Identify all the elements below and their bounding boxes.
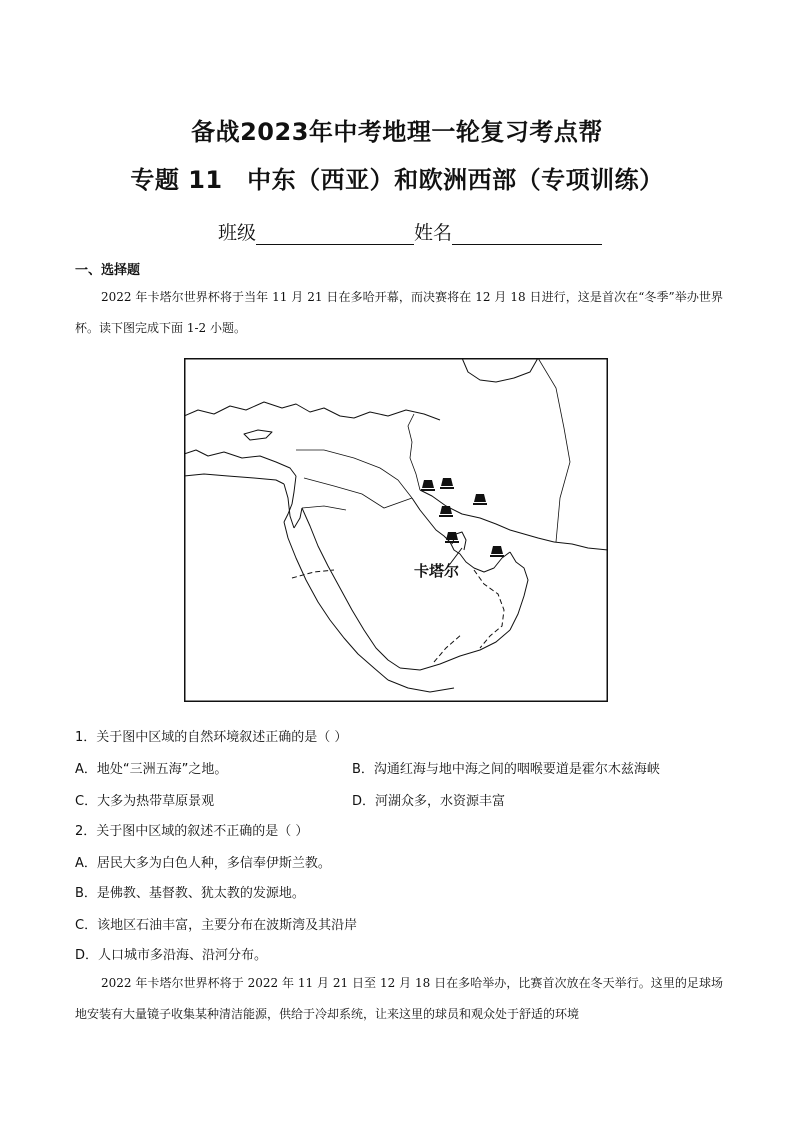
- section-title: 一、选择题: [75, 263, 141, 278]
- name-label: 姓名: [414, 222, 453, 244]
- question-2-option-c[interactable]: C．该地区石油丰富，主要分布在波斯湾及其沿岸: [75, 918, 358, 933]
- class-label: 班级: [218, 222, 257, 244]
- question-1-option-a[interactable]: A．地处“三洲五海”之地。: [75, 762, 228, 777]
- question-1-option-b[interactable]: B．沟通红海与地中海之间的咽喉要道是霍尔木兹海峡: [352, 762, 660, 777]
- question-1-option-c[interactable]: C．大多为热带草原景观: [75, 794, 215, 809]
- question-2-option-d[interactable]: D．人口城市多沿海、沿河分布。: [75, 948, 268, 963]
- question-1-option-d[interactable]: D．河湖众多，水资源丰富: [352, 794, 506, 809]
- document-subtitle: 专题 11 中东（西亚）和欧洲西部（专项训练）: [130, 166, 664, 194]
- question-2-option-b[interactable]: B．是佛教、基督教、犹太教的发源地。: [75, 886, 305, 901]
- class-blank[interactable]: [256, 224, 414, 245]
- question-1-stem: 1．关于图中区域的自然环境叙述正确的是（ ）: [75, 730, 348, 745]
- passage-1: 2022 年卡塔尔世界杯将于当年 11 月 21 日在多哈开幕，而决赛将在 12 月 18 日进行，这是首次在“冬季”举办世界杯。读下图完成下面 1-2 小题。: [75, 290, 723, 335]
- student-info-line: [218, 218, 602, 245]
- qatar-label: 卡塔尔: [414, 562, 460, 580]
- middle-east-map: [184, 358, 608, 702]
- document-title: 备战2023年中考地理一轮复习考点帮: [191, 118, 603, 146]
- passage-2: 2022 年卡塔尔世界杯将于 2022 年 11 月 21 日至 12 月 18 日在多哈举办，比赛首次放在冬天举行。这里的足球场地安装有大量镜子收集某种清洁能源，供给于冷却系统，让来这里的球员和观众处于舒适的环境: [75, 976, 723, 1021]
- name-blank[interactable]: [452, 224, 602, 245]
- question-2-option-a[interactable]: A．居民大多为白色人种，多信奉伊斯兰教。: [75, 856, 331, 871]
- question-2-stem: 2．关于图中区域的叙述不正确的是（ ）: [75, 824, 309, 839]
- map-frame: [185, 359, 608, 702]
